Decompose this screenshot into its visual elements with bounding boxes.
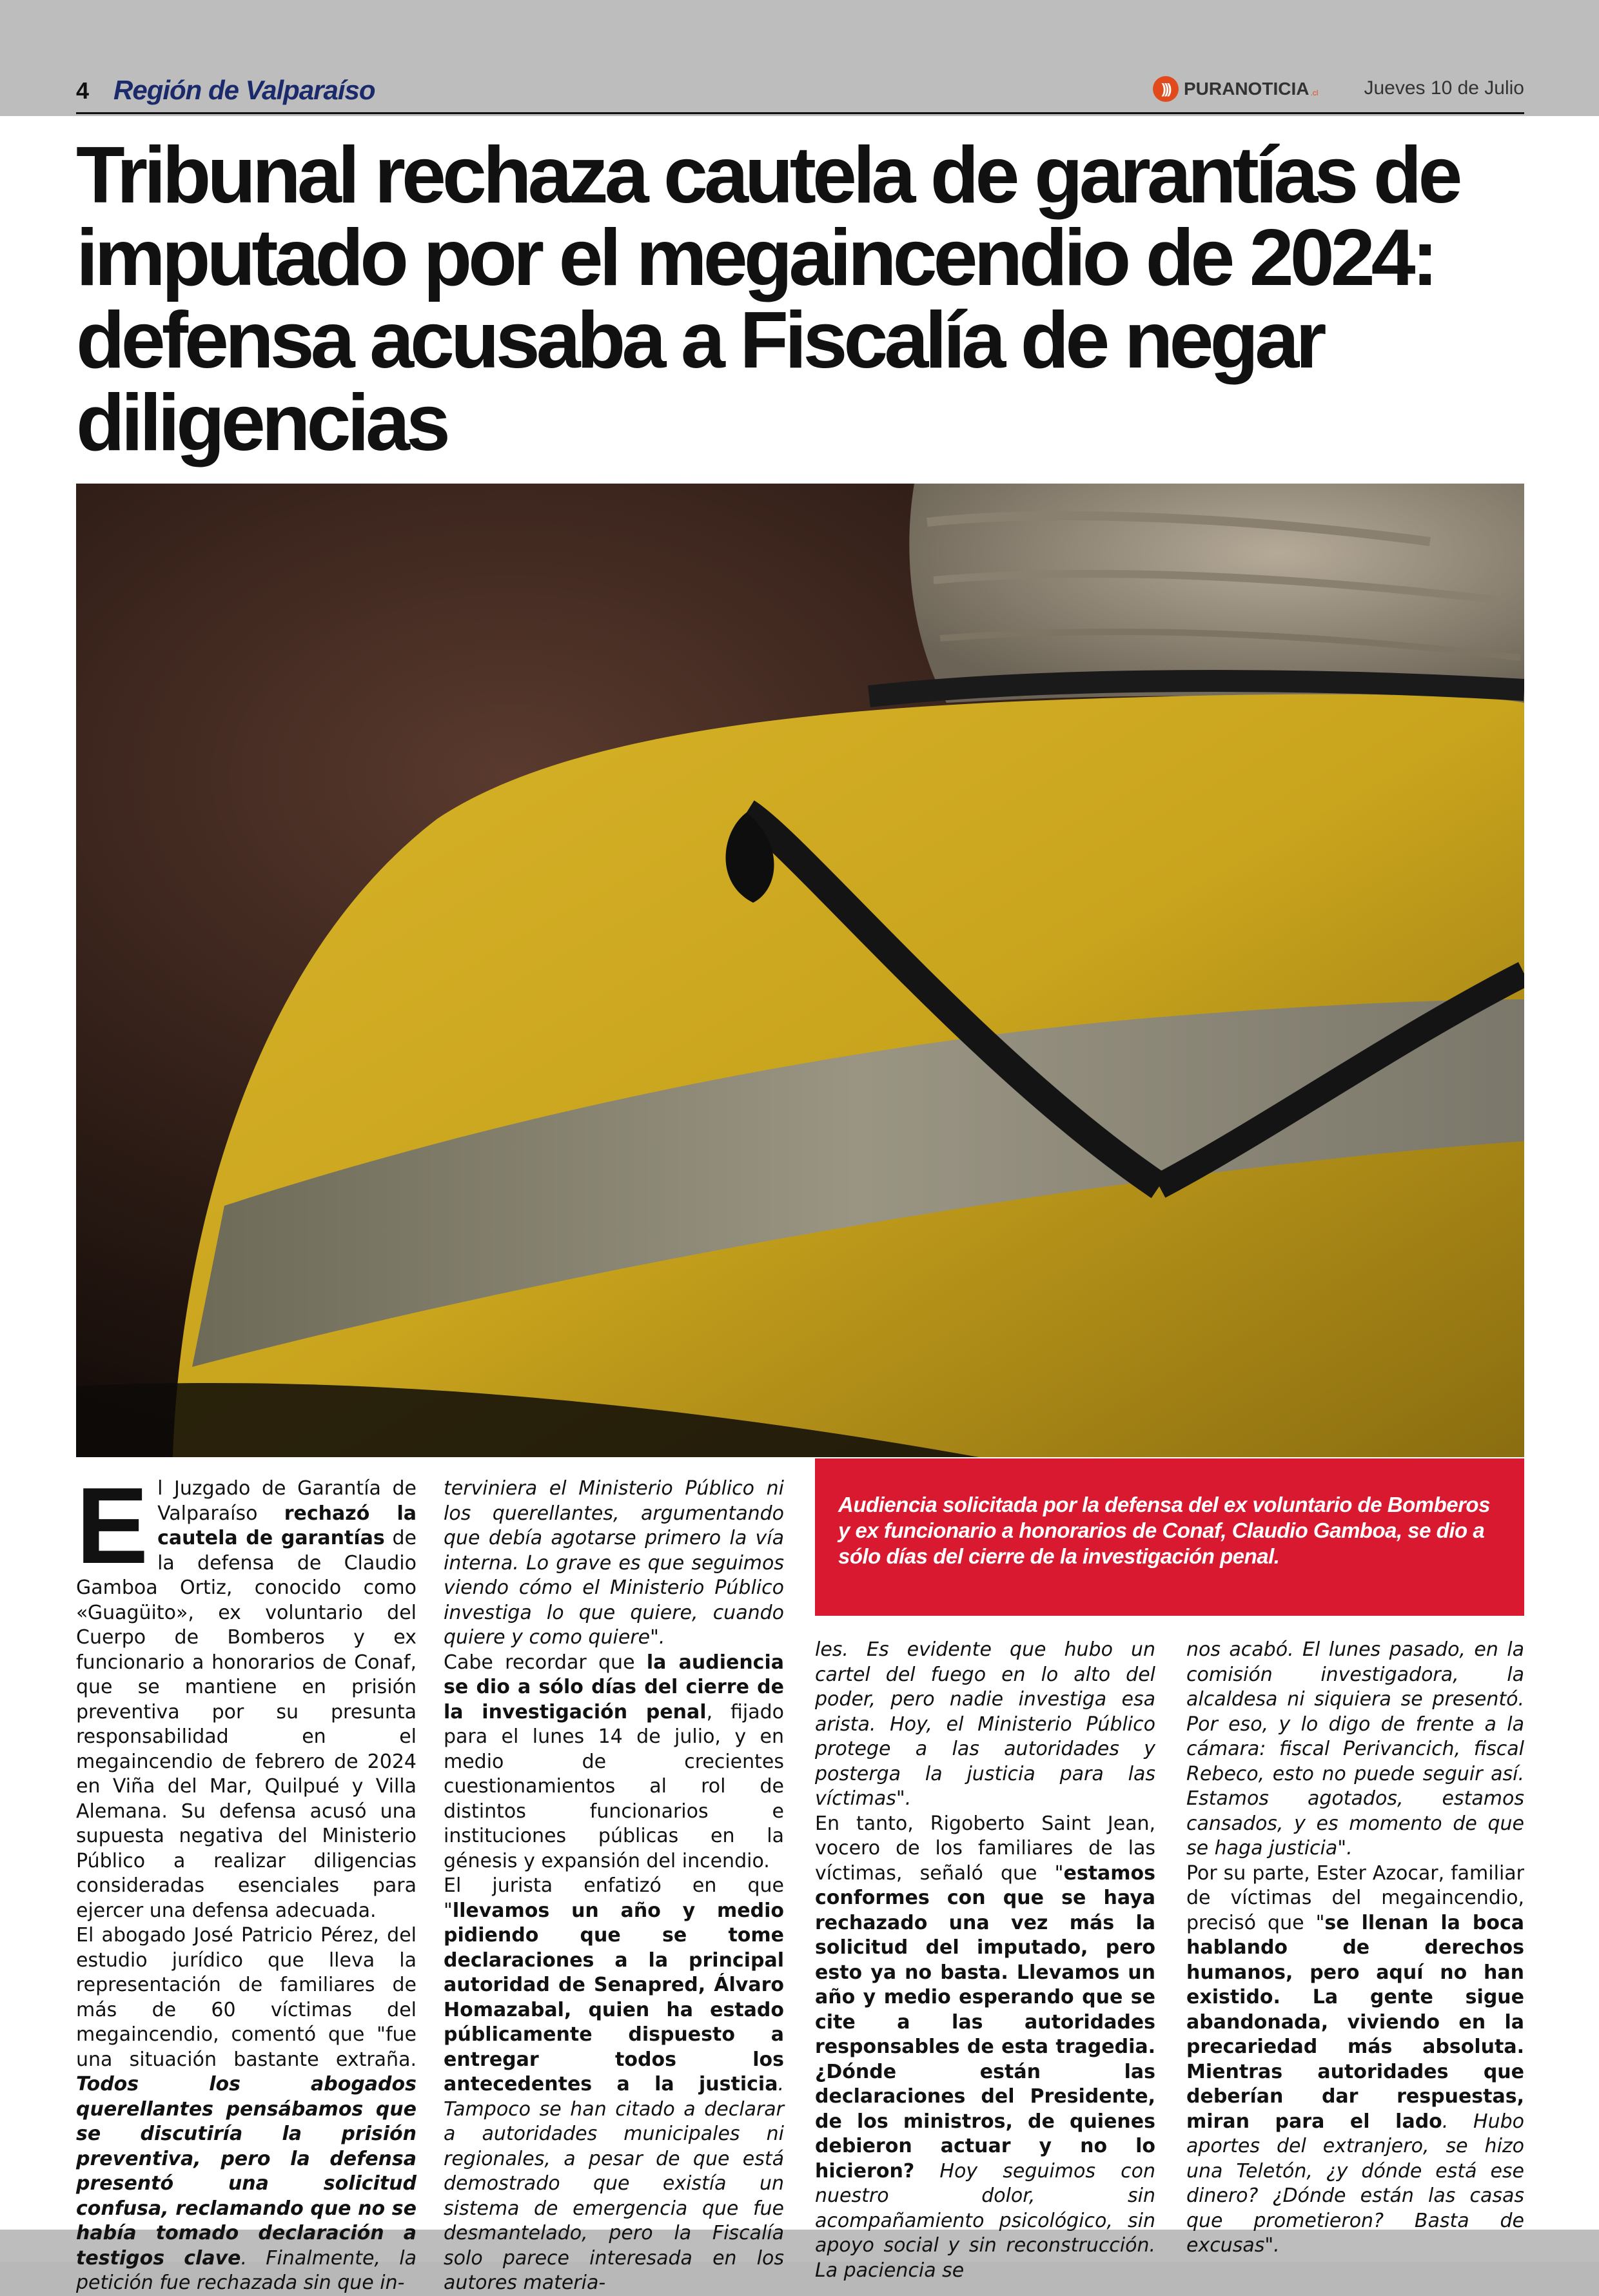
issue-date: Jueves 10 de Julio bbox=[1364, 77, 1524, 99]
brand-logo bbox=[1153, 75, 1318, 103]
text-run-italic: . Hubo aportes del extranjero, se hizo una Teletón, ¿y dónde está ese dinero? ¿Dónde están las casas que prometieron? Basta de excusas". bbox=[1186, 2110, 1524, 2257]
paragraph bbox=[444, 1874, 784, 2296]
article-column-4 bbox=[1186, 1638, 1524, 2259]
brand-name: PURANOTICIA bbox=[1184, 79, 1310, 99]
text-run-bold: estamos conformes con que se haya rechazado una vez más la solicitud del imputado, pero esto ya no basta. Llevamos un año y medio esperando que se cite a las autoridades responsables de esta tragedia. ¿Dónde están las declaraciones del Presidente, de los ministros, de quienes debieron actuar y no lo hicieron? bbox=[815, 1861, 1155, 2183]
article-photo bbox=[76, 484, 1524, 1457]
text-run-bold: llevamos un año y medio pidiendo que se tome declaraciones a la principal autoridad de Senapred, Álvaro Homazabal, quien ha estado públicamente dispuesto a entregar todos los antecedentes a la justicia bbox=[444, 1899, 784, 2095]
text-run: En tanto, Rigoberto Saint Jean, vocero de los familiares de las víctimas, señaló que " bbox=[815, 1812, 1155, 1885]
page-number: 4 bbox=[76, 77, 90, 104]
text-run-bold: rechazó la cautela de garantías bbox=[157, 1502, 417, 1549]
paragraph bbox=[444, 1651, 784, 1874]
article-column-2 bbox=[444, 1477, 784, 2296]
article-headline: Tribunal rechaza cautela de garantías de imputado por el megaincendio de 2024: defensa acusaba a Fiscalía de negar diligencias bbox=[76, 131, 1459, 467]
text-run-bold: se llenan la boca hablando de derechos humanos, pero aquí no han existido. La gente sigue abandonada, viviendo en la precariedad más absoluta. Mientras autoridades que deberían dar respuestas, miran para el lado bbox=[1186, 1911, 1524, 2133]
text-run: El jurista enfatizó en que " bbox=[444, 1874, 784, 1922]
text-run: l Juzgado de Garantía de Valparaíso bbox=[157, 1477, 417, 1525]
header-divider bbox=[76, 112, 1524, 114]
page-header bbox=[76, 72, 1524, 111]
drop-cap: E bbox=[76, 1465, 149, 1586]
article-column-3 bbox=[815, 1638, 1155, 2283]
paragraph: nos acabó. El lunes pasado, en la comisión investigadora, la alcaldesa ni siquiera se presentó. Por eso, y lo digo de frente a la cámara: fiscal Perivancich, fiscal Rebeco, esto no puede seguir así. Estamos agotados, estamos cansados, y es momento de que se haga justicia". bbox=[1186, 1638, 1524, 1859]
article-column-1 bbox=[76, 1465, 417, 2296]
text-run: Por su parte, Ester Azocar, familiar de víctimas del megaincendio, precisó que " bbox=[1186, 1861, 1524, 1934]
callout-box bbox=[815, 1458, 1524, 1616]
text-run-italic: . Finalmente, la petición fue rechazada sin que in- bbox=[76, 2246, 417, 2294]
paragraph bbox=[815, 1812, 1155, 2284]
callout-text: Audiencia solicitada por la defensa del ex voluntario de Bomberos y ex funcionario a honorarios de Conaf, Claudio Gamboa, se dio a sólo días del cierre de la investigación penal. bbox=[838, 1493, 1490, 1568]
text-run-bold: la audiencia se dio a sólo días del cierre de la investigación penal bbox=[444, 1651, 784, 1723]
brand-chevrons-icon: ))) bbox=[1153, 76, 1179, 102]
text-run-italic: Hoy seguimos con nuestro dolor, sin acompañamiento psicológico, sin apoyo social y sin reconstrucción. La paciencia se bbox=[815, 2159, 1155, 2282]
text-run: , fijado para el lunes 14 de julio, y en medio de crecientes cuestionamientos al rol de distintos funcionarios e instituciones públicas en la génesis y expansión del incendio. bbox=[444, 1700, 784, 1872]
text-run: El abogado José Patricio Pérez, del estudio jurídico que lleva la representación de familiares de más de 60 víctimas del megaincendio, comentó que "fue una situación bastante extraña. bbox=[76, 1924, 417, 2071]
paragraph: les. Es evidente que hubo un cartel del fuego en lo alto del poder, pero nadie investiga esa arista. Hoy, el Ministerio Público protege a las autoridades y posterga la justicia para las víctimas". bbox=[815, 1638, 1155, 1810]
paragraph bbox=[1186, 1861, 1524, 2259]
brand-suffix: .cl bbox=[1310, 88, 1319, 97]
text-run-italic: . Tampoco se han citado a declarar a autoridades municipales ni regionales, a pesar de que está demostrado que existía un sistema de emergencia que fue desmantelado, pero la Fiscalía solo parece interesada en los autores materia- bbox=[444, 2073, 784, 2294]
paragraph bbox=[76, 1923, 417, 2296]
section-title: Región de Valparaíso bbox=[113, 75, 375, 105]
text-run-bold-italic: Todos los abogados querellantes pensábamos que se discutiría la prisión preventiva, pero la defensa presentó una solicitud confusa, reclamando que no se había tomado declaración a testigos clave bbox=[76, 2073, 417, 2270]
text-run: Cabe recordar que bbox=[444, 1651, 647, 1674]
text-run: de la defensa de Claudio Gamboa Ortiz, conocido como «Guagüito», ex voluntario del Cuerpo de Bomberos y ex funcionario a honorarios de Conaf, que se mantiene en prisión preventiva por su presunta responsabilidad en el megaincendio de febrero de 2024 en Viña del Mar, Quilpué y Villa Alemana. Su defensa acusó una supuesta negativa del Ministerio Público a realizar diligencias consideradas esenciales para ejercer una defensa adecuada. bbox=[76, 1527, 417, 1922]
paragraph: terviniera el Ministerio Público ni los querellantes, argumentando que debía agotarse primero la vía interna. Lo grave es que seguimos viendo cómo el Ministerio Público investiga lo que quiere, cuando quiere y como quiere". bbox=[444, 1477, 784, 1649]
